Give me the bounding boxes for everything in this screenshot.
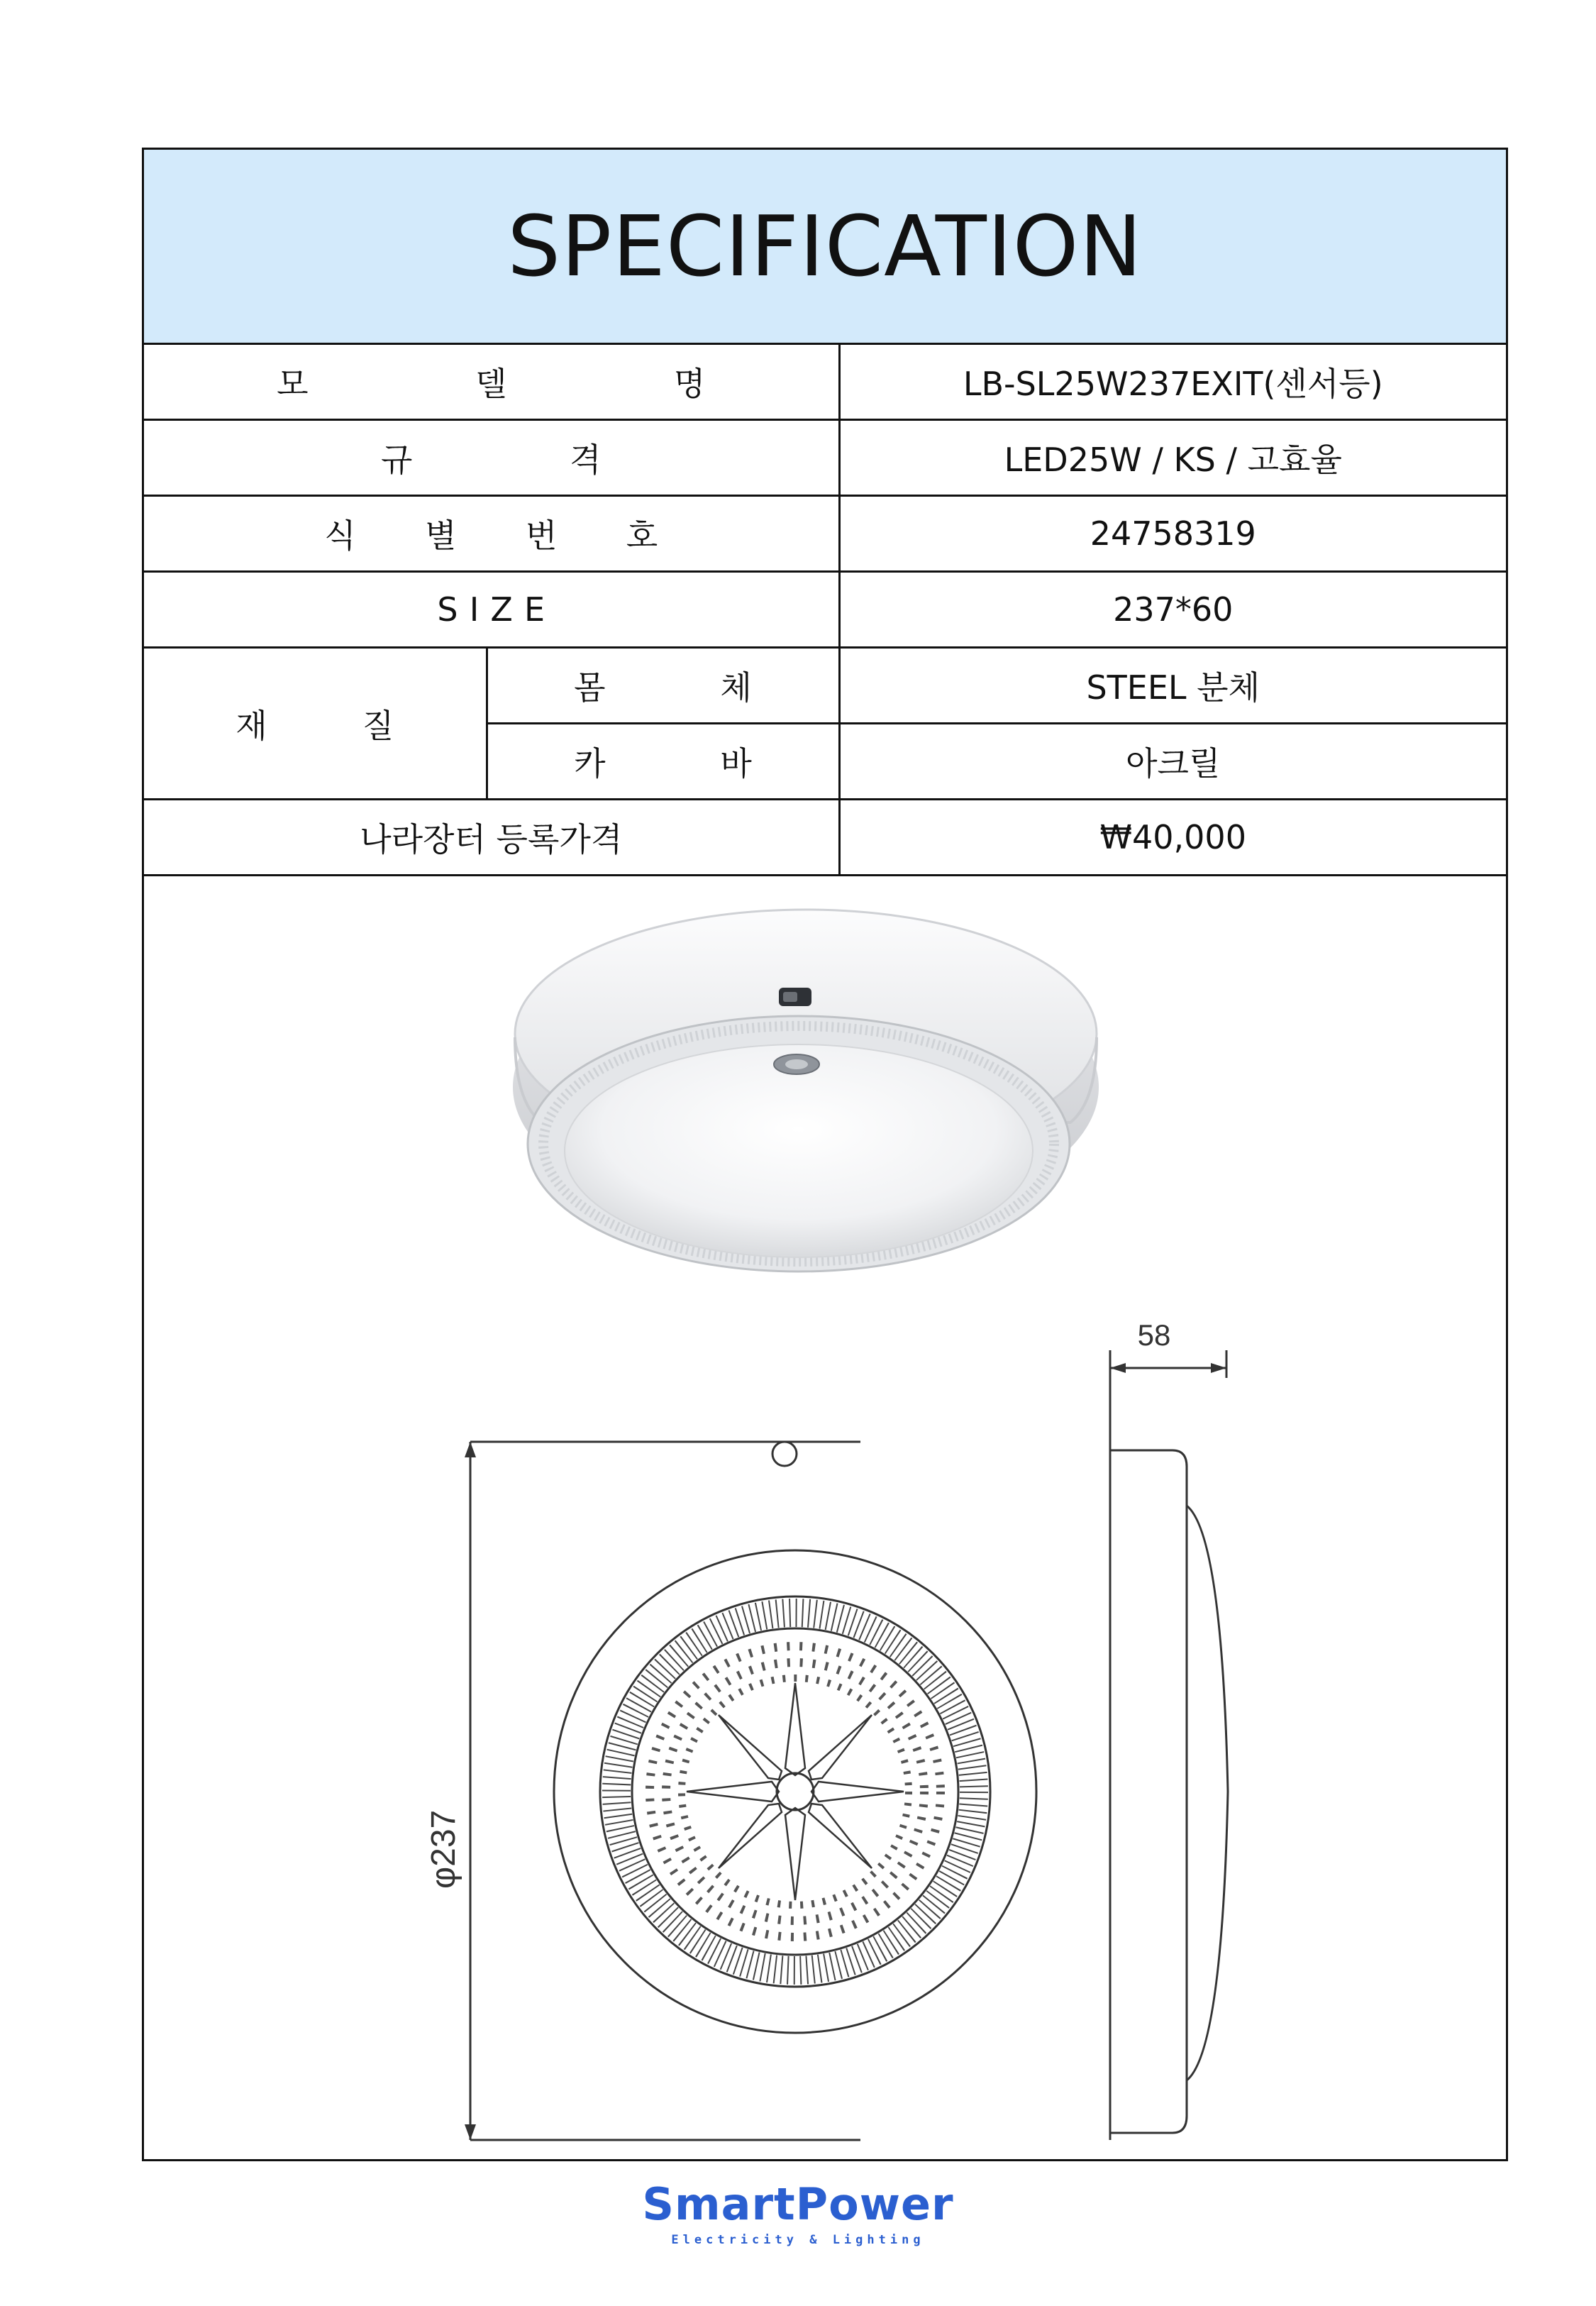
brand-logo (0, 2178, 1596, 2247)
cover-label: 카 바 (487, 724, 839, 800)
spec-sheet (142, 148, 1508, 2161)
size-label: SIZE (144, 572, 839, 648)
material-label: 재 질 (144, 648, 487, 800)
spec-title: SPECIFICATION (144, 150, 1506, 344)
row-model (144, 344, 1506, 420)
depth-label: 58 (1137, 1318, 1171, 1352)
cover-value: 아크릴 (839, 724, 1506, 800)
price-value: ₩40,000 (839, 800, 1506, 876)
size-value: 237*60 (839, 572, 1506, 648)
spec-table (144, 150, 1506, 876)
body-value: STEEL 분체 (839, 648, 1506, 724)
logo-tagline: Electricity & Lighting (671, 2233, 925, 2247)
row-material-body (144, 648, 1506, 724)
id-label: 식 별 번 호 (144, 496, 839, 572)
price-label: 나라장터 등록가격 (144, 800, 839, 876)
side-body (1110, 1450, 1187, 2133)
diameter-label: φ237 (425, 1809, 462, 1889)
spec-label: 규 격 (144, 420, 839, 496)
row-price (144, 800, 1506, 876)
side-lens (1187, 1506, 1228, 2080)
model-value: LB-SL25W237EXIT(센서등) (839, 344, 1506, 420)
luminaire-illustration (513, 910, 1099, 1271)
row-spec (144, 420, 1506, 496)
spec-value: LED25W / KS / 고효율 (839, 420, 1506, 496)
row-size (144, 572, 1506, 648)
drawing-area (144, 888, 1506, 2159)
id-value: 24758319 (839, 496, 1506, 572)
logo-name: SmartPower (642, 2178, 954, 2230)
product-photo (144, 888, 1506, 1350)
model-label: 모 델 명 (144, 344, 839, 420)
technical-drawing (144, 1318, 1506, 2159)
body-label: 몸 체 (487, 648, 839, 724)
row-id (144, 496, 1506, 572)
